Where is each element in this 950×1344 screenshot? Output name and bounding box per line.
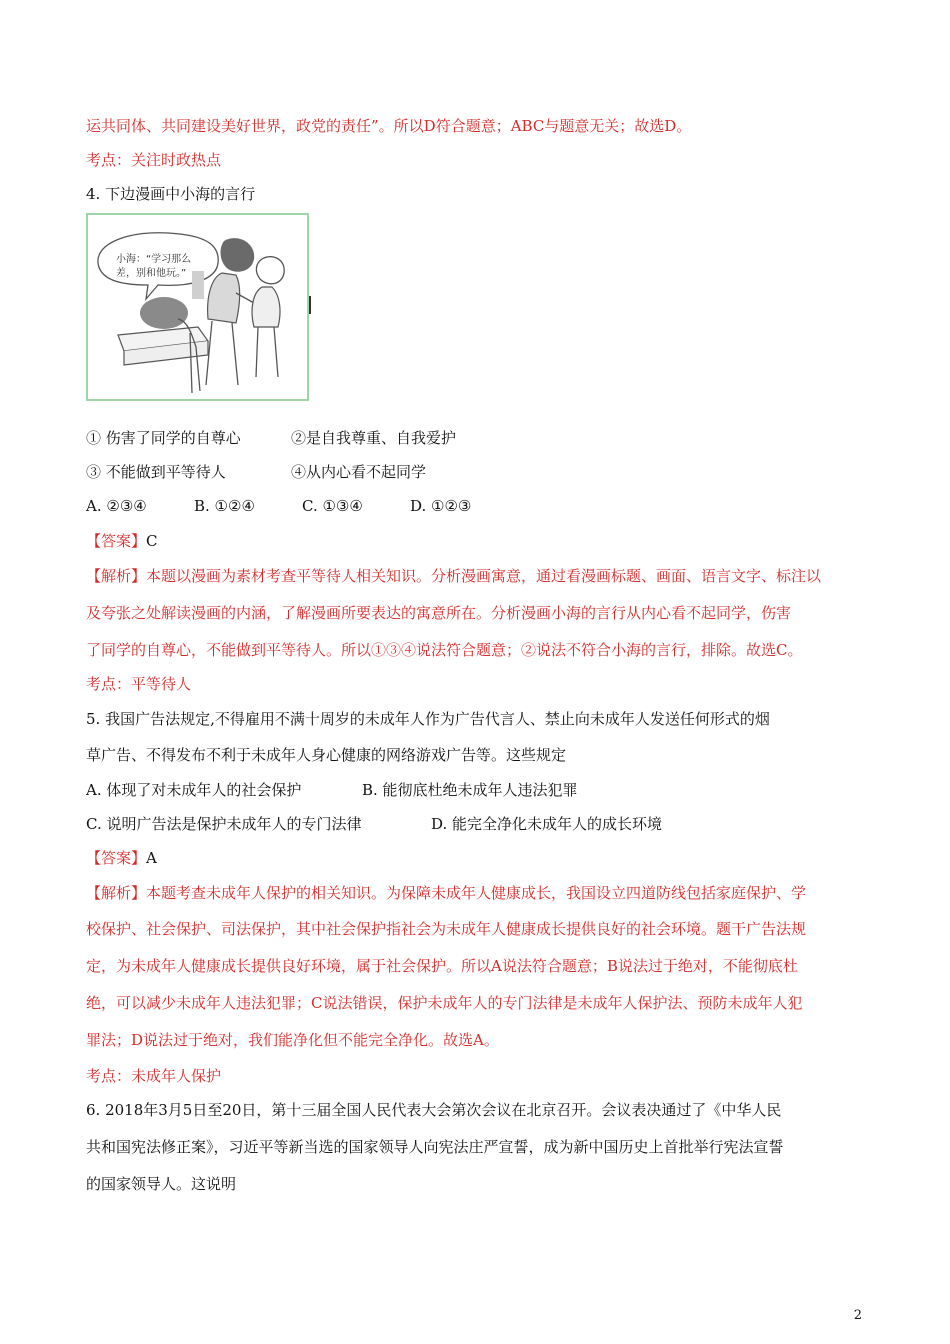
q5-options-row-1 (86, 780, 578, 800)
question-5-stem-line-2: 草广告、不得发布不利于未成年人身心健康的网络游戏广告等。这些规定 (86, 746, 567, 764)
q4-exam-point: 考点：平等待人 (86, 675, 192, 693)
question-5-stem-line-1: 5. 我国广告法规定,不得雇用不满十周岁的未成年人作为广告代言人、禁止向未成年人发送任何形式的烟 (86, 710, 770, 728)
answer-tag: 【答案】 (86, 532, 147, 550)
question-6-stem-line-2: 共和国宪法修正案》，习近平等新当选的国家领导人向宪法庄严宣誓，成为新中国历史上首批举行宪法宣誓 (86, 1138, 784, 1156)
page-number: 2 (853, 1308, 862, 1323)
q4-answer (86, 531, 158, 551)
q5-analysis-line-4: 绝，可以减少未成年人违法犯罪；C说法错误，保护未成年人的专门法律是未成年人保护法、预防未成年人犯 (86, 994, 803, 1012)
comic-drawing (88, 215, 307, 399)
q4-choice-d: D. ①②③ (410, 497, 472, 515)
q5-exam-point: 考点：未成年人保护 (86, 1067, 222, 1085)
q5-option-c: C. 说明广告法是保护未成年人的专门法律 (86, 815, 362, 833)
question-6-stem-line-3: 的国家领导人。这说明 (86, 1175, 237, 1193)
comic-speech-line-1: 小海：“学习那么 (116, 254, 192, 265)
q4-option-2: ②是自我尊重、自我爱护 (291, 429, 457, 447)
q4-option-3: ③ 不能做到平等待人 (86, 463, 226, 481)
q5-analysis-line-3: 定，为未成年人健康成长提供良好环境，属于社会保护。所以A说法符合题意；B说法过于绝对，不能彻底杜 (86, 957, 798, 975)
q5-options-row-2 (86, 814, 662, 834)
question-6-stem-line-1: 6. 2018年3月5日至20日，第十三届全国人民代表大会第次会议在北京召开。会议表决通过了《中华人民 (86, 1101, 782, 1119)
answer-tag: 【答案】 (86, 849, 147, 867)
q5-analysis-line-2: 校保护、社会保护、司法保护，其中社会保护指社会为未成年人健康成长提供良好的社会环境。题干广告法规 (86, 920, 807, 938)
text-cursor (309, 296, 311, 314)
answer-value: A (146, 849, 157, 867)
question-4-stem: 4. 下边漫画中小海的言行 (86, 185, 256, 203)
comic-speech-line-2: 差，别和他玩。” (116, 268, 187, 279)
q5-option-a: A. 体现了对未成年人的社会保护 (86, 781, 302, 799)
exam-point: 考点：关注时政热点 (86, 151, 222, 169)
q4-analysis-line-2: 及夸张之处解读漫画的内涵，了解漫画所要表达的寓意所在。分析漫画小海的言行从内心看不起同学，伤害 (86, 604, 792, 622)
q4-choice-c: C. ①③④ (302, 497, 363, 515)
q4-choices (86, 496, 471, 516)
q5-analysis-line-5: 罪法；D说法过于绝对，我们能净化但不能完全净化。故选A。 (86, 1031, 499, 1049)
analysis-continuation: 运共同体、共同建设美好世界，政党的责任”。所以D符合题意；ABC与题意无关；故选D。 (86, 117, 692, 135)
q4-analysis-line-1: 【解析】本题以漫画为素材考查平等待人相关知识。分析漫画寓意，通过看漫画标题、画面、语言文字、标注以 (86, 567, 822, 585)
q4-choice-a: A. ②③④ (86, 497, 147, 515)
q5-option-d: D. 能完全净化未成年人的成长环境 (431, 815, 663, 833)
q4-options-row-1 (86, 428, 456, 448)
q4-options-row-2 (86, 462, 426, 482)
q4-choice-b: B. ①②④ (194, 497, 255, 515)
answer-value: C (146, 532, 158, 550)
q5-answer (86, 848, 157, 868)
comic-speech-text (116, 253, 191, 281)
q5-option-b: B. 能彻底杜绝未成年人违法犯罪 (362, 781, 578, 799)
comic-illustration (86, 213, 309, 401)
q5-analysis-line-1: 【解析】本题考查未成年人保护的相关知识。为保障未成年人健康成长，我国设立四道防线包括家庭保护、学 (86, 884, 807, 902)
q4-option-1: ① 伤害了同学的自尊心 (86, 429, 241, 447)
q4-analysis-line-3: 了同学的自尊心，不能做到平等待人。所以①③④说法符合题意；②说法不符合小海的言行，排除。故选C。 (86, 641, 803, 659)
q4-option-4: ④从内心看不起同学 (291, 463, 427, 481)
